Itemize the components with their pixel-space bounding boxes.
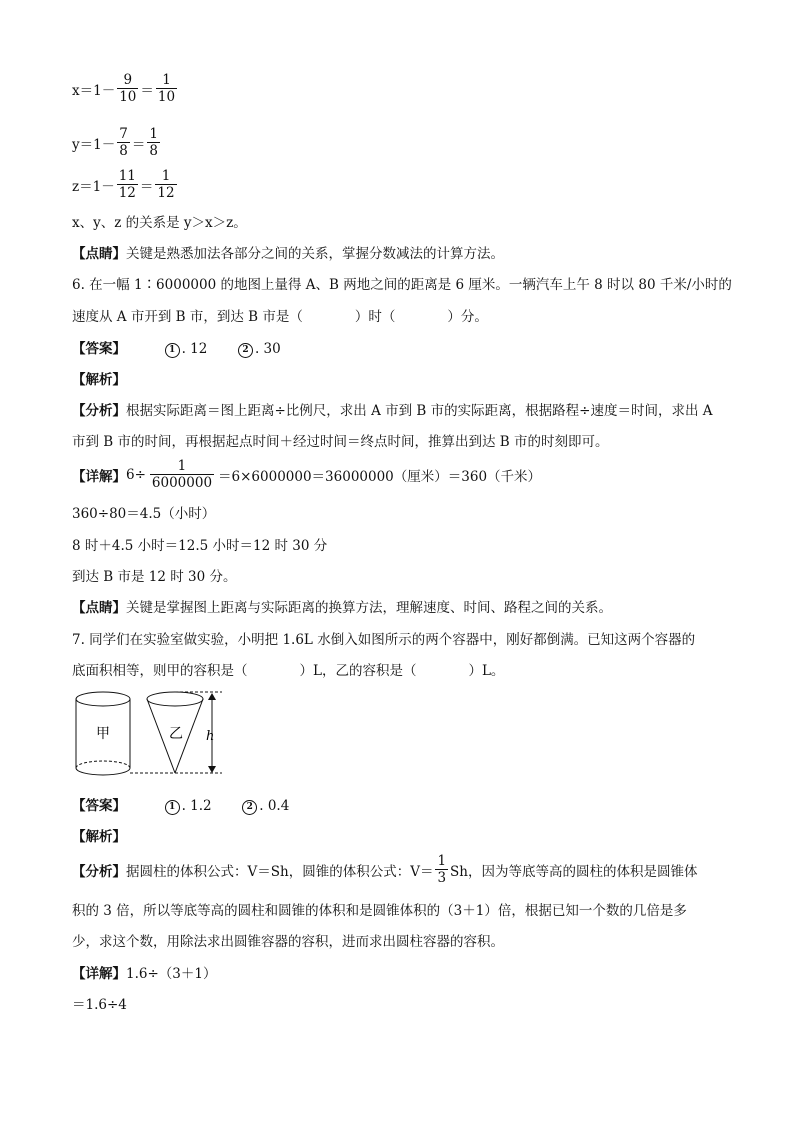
q6-calc-2: 360÷80＝4.5（小时） [72,506,216,522]
fraction: $\frac{11}{12}$ [118,168,136,201]
tip-text: 关键是熟悉加法各部分之间的关系，掌握分数减法的计算方法。 [126,246,504,262]
circle-number-icon: 1 [165,343,180,358]
eq-sign: ＝ [131,136,146,153]
answer-item: 1 . 1.2 [165,797,212,815]
equation-z [72,168,179,201]
eq-text: z＝1－ [72,178,115,195]
q6-answer [72,340,281,358]
q6-calc-4: 到达 B 市是 12 时 30 分。 [72,569,237,585]
q7-stem-line1: 7. 同学们在实验室做实验，小明把 1.6L 水倒入如图所示的两个容器中，刚好都倒满。已知这两个容器的 [72,632,696,648]
q7-answer [72,797,289,815]
eq-text: y＝1－ [72,136,116,153]
container-figure [72,688,232,780]
label-yi: 乙 [169,726,183,742]
label-h: h [206,729,215,744]
fraction: $\frac{1}{12}$ [157,168,175,201]
q6-stem-line2: 速度从 A 市开到 B 市，到达 B 市是（ ）时（ ）分。 [72,309,488,325]
eq-sign: ＝ [140,82,154,99]
circle-number-icon: 2 [238,343,253,358]
tag-label: 【点睛】 [72,246,126,262]
tag-label: 【答案】 [72,798,126,814]
answer-item: 2 . 0.4 [242,797,289,815]
q7-jiexi: 【解析】 [72,829,126,845]
tag-label: 【点睛】 [72,600,126,616]
q7-detail-1: 【详解】1.6÷（3＋1） [72,966,217,982]
eq-sign: ＝ [139,178,154,195]
circle-number-icon: 2 [242,800,257,815]
q6-stem-line1: 6. 在一幅 1∶6000000 的地图上量得 A、B 两地之间的距离是 6 厘米。一辆汽车上午 8 时以 80 千米/小时的 [72,277,732,293]
tip-5 [72,245,504,263]
q6-tip: 【点睛】关键是掌握图上距离与实际距离的换算方法，理解速度、时间、路程之间的关系。 [72,600,612,616]
q7-analysis-3: 少，求这个数，用除法求出圆锥容器的容积，进而求出圆柱容器的容积。 [72,934,504,950]
tag-label: 【详解】 [72,966,126,982]
q6-analysis-1: 【分析】根据实际距离＝图上距离÷比例尺，求出 A 市到 B 市的实际距离，根据路程÷速度＝时间，求出 A [72,403,713,419]
answer-item: 2 . 30 [238,340,281,358]
q6-calc-3: 8 时＋4.5 小时＝12.5 小时＝12 时 30 分 [72,538,328,554]
q6-analysis-2: 市到 B 市的时间，再根据起点时间＋经过时间＝终点时间，推算出到达 B 市的时刻即可。 [72,434,609,450]
tag-label: 【分析】 [72,863,126,880]
q7-analysis-1: 【分析】 据圆柱的体积公式：V＝Sh，圆锥的体积公式：V＝ $\frac{1}{3}$ Sh，因为等底等高的圆柱的体积是圆锥体 [72,853,698,886]
tag-label: 【详解】 [72,468,126,485]
relation-text: x、y、z 的关系是 y＞x＞z。 [72,215,247,231]
eq-text: x＝1－ [72,82,116,99]
q7-stem-line2: 底面积相等，则甲的容积是（ ）L，乙的容积是（ ）L。 [72,663,505,679]
fraction: $\frac{1}{10}$ [157,72,176,105]
fraction: $\frac{1}{3}$ [437,853,447,886]
circle-number-icon: 1 [165,800,180,815]
fraction: $\frac{9}{10}$ [119,72,137,105]
fraction: $\frac{7}{8}$ [119,126,128,159]
tag-label: 【分析】 [72,403,126,419]
fraction: $\frac{1}{8}$ [149,126,158,159]
fraction: $\frac{1}{6000000}$ [151,458,213,491]
equation-x [72,72,179,105]
label-jia: 甲 [96,726,110,742]
equation-y [72,126,162,159]
answer-item: 1 . 12 [165,340,208,358]
q6-jiexi: 【解析】 [72,372,126,388]
q7-analysis-2: 积的 3 倍，所以等底等高的圆柱和圆锥的体积和是圆锥体积的（3＋1）倍，根据已知一个数的几倍是多 [72,903,687,919]
q6-detail: 【详解】 6÷ $\frac{1}{6000000}$ ＝6×6000000＝36000000（厘米）＝360（千米） [72,458,542,491]
q7-detail-2: ＝1.6÷4 [72,997,127,1013]
tag-label: 【答案】 [72,341,126,357]
